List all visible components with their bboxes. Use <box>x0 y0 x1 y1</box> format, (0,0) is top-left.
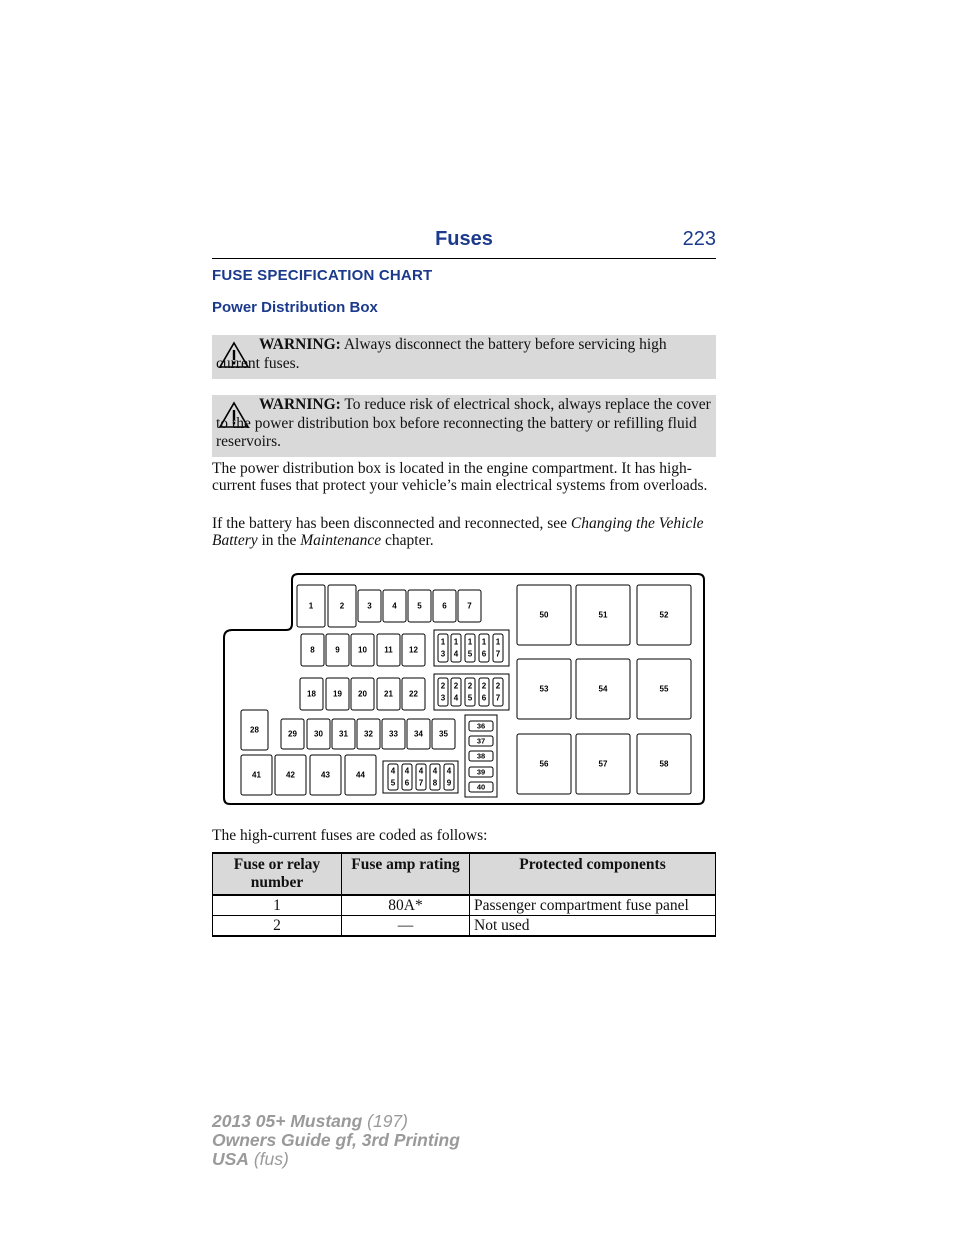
market-code: (fus) <box>248 1149 289 1169</box>
warning-box-2 <box>212 395 716 457</box>
fuse-label: 38 <box>476 751 486 761</box>
fuse-label: 22 <box>409 689 418 699</box>
fuse-label: 5 <box>467 693 473 703</box>
table-cell: Passenger compartment fuse panel <box>470 895 716 916</box>
fuse-label: 56 <box>539 759 549 769</box>
fuse-label: 36 <box>476 721 486 731</box>
text: chapter. <box>381 531 434 549</box>
fuse-label: 52 <box>659 610 669 620</box>
section-heading: FUSE SPECIFICATION CHART <box>212 267 433 284</box>
fuse-label: 6 <box>404 778 410 788</box>
fuse-label: 9 <box>446 778 452 788</box>
model-text: 2013 05+ Mustang <box>212 1111 363 1131</box>
fuse-label: 37 <box>476 736 486 746</box>
guide-text: Owners Guide gf, 3rd Printing <box>212 1130 460 1150</box>
fuse-label: 4 <box>453 693 459 703</box>
fuse-label: 4 <box>446 766 452 776</box>
warning-text-2 <box>216 396 712 452</box>
document-footer <box>212 1112 460 1169</box>
column-header: Fuse or relay number <box>213 853 342 895</box>
fuse-label: 7 <box>495 649 501 659</box>
table-cell: 2 <box>213 916 342 937</box>
fuse-label: 2 <box>467 681 473 691</box>
column-header: Protected components <box>470 853 716 895</box>
fuse-label: 6 <box>481 693 487 703</box>
text: If the battery has been disconnected and reconnected, see <box>212 515 571 532</box>
fuse-label: 33 <box>389 729 398 739</box>
fuse-label: 1 <box>453 637 459 647</box>
footer-line-2 <box>212 1131 460 1150</box>
table-row <box>213 916 716 937</box>
fuse-label: 18 <box>307 689 316 699</box>
fuse-label: 28 <box>250 725 259 735</box>
fuse-label: 4 <box>432 766 438 776</box>
fuse-label: 8 <box>432 778 438 788</box>
fuse-label: 42 <box>286 770 295 780</box>
fuse-label: 3 <box>367 601 372 611</box>
page-number: 223 <box>682 228 716 250</box>
fuse-label: 43 <box>321 770 330 780</box>
model-code: (197) <box>362 1111 408 1131</box>
fuse-label: 5 <box>467 649 473 659</box>
fuse-label: 6 <box>442 601 447 611</box>
fuse-label: 2 <box>495 681 501 691</box>
fuse-label: 12 <box>409 645 418 655</box>
fuse-label: 39 <box>476 767 486 777</box>
fuse-label: 1 <box>481 637 487 647</box>
market-text: USA <box>212 1149 249 1169</box>
fuse-label: 2 <box>481 681 487 691</box>
warning-label: WARNING: <box>259 336 341 353</box>
warning-text-1 <box>216 336 712 373</box>
table-cell: 1 <box>213 895 342 916</box>
cross-reference-link[interactable]: Changing the Vehicle Battery <box>212 515 704 549</box>
footer-line-3 <box>212 1150 460 1169</box>
fuse-label: 20 <box>358 689 367 699</box>
fuse-label: 2 <box>339 601 345 611</box>
fuse-label: 51 <box>598 610 608 620</box>
fuse-label: 41 <box>252 770 261 780</box>
fuse-label: 9 <box>335 645 340 655</box>
warning-body: To reduce risk of electrical shock, always replace the cover to the power distribution box before reconnecting the battery or refilling fluid reservoirs. <box>216 396 711 450</box>
fuse-label: 31 <box>339 729 348 739</box>
fuse-label: 35 <box>439 729 448 739</box>
warning-label: WARNING: <box>259 396 341 413</box>
fuse-label: 4 <box>404 766 410 776</box>
warning-body: Always disconnect the battery before servicing high current fuses. <box>216 336 667 372</box>
fuse-label: 29 <box>288 729 297 739</box>
fuse-label: 7 <box>418 778 424 788</box>
fuse-table <box>212 852 716 937</box>
fuse-label: 5 <box>390 778 396 788</box>
location-paragraph: The power distribution box is located in the engine compartment. It has high-current fuses that protect your vehicle’s main electrical systems from overloads. <box>212 460 708 494</box>
fuse-label: 54 <box>598 684 608 694</box>
fuse-label: 10 <box>358 645 367 655</box>
header-rule <box>212 258 716 259</box>
table-header-row <box>213 853 716 895</box>
fuse-label: 5 <box>417 601 422 611</box>
battery-paragraph <box>212 516 716 549</box>
chapter-reference-link[interactable]: Maintenance <box>300 531 382 549</box>
fuse-label: 4 <box>418 766 424 776</box>
fuse-label: 34 <box>414 729 423 739</box>
fuse-label: 44 <box>356 770 365 780</box>
fuse-label: 53 <box>539 684 549 694</box>
fuse-label: 21 <box>384 689 393 699</box>
fuse-label: 1 <box>308 601 314 611</box>
section-title: Fuses <box>435 228 493 250</box>
fuse-label: 4 <box>390 766 396 776</box>
fuse-label: 11 <box>384 645 393 655</box>
table-intro: The high-current fuses are coded as follows: <box>212 827 488 844</box>
fuse-label: 3 <box>440 693 446 703</box>
fuse-label: 40 <box>476 782 486 792</box>
table-cell: 80A* <box>342 895 470 916</box>
fuse-label: 7 <box>495 693 501 703</box>
fuse-label: 2 <box>453 681 459 691</box>
fuse-label: 8 <box>310 645 315 655</box>
column-header: Fuse amp rating <box>342 853 470 895</box>
fuse-label: 4 <box>453 649 459 659</box>
table-row <box>213 895 716 916</box>
footer-line-1 <box>212 1112 460 1131</box>
fuse-label: 6 <box>481 649 487 659</box>
fuse-label: 57 <box>598 759 608 769</box>
fuse-label: 30 <box>314 729 323 739</box>
fuse-label: 1 <box>467 637 473 647</box>
fuse-label: 3 <box>440 649 446 659</box>
text: in the <box>257 531 301 549</box>
table-cell: Not used <box>470 916 716 937</box>
subsection-heading: Power Distribution Box <box>212 299 378 316</box>
fuse-label: 55 <box>659 684 669 694</box>
fuse-label: 1 <box>440 637 446 647</box>
fuse-label: 4 <box>392 601 397 611</box>
fuse-label: 7 <box>467 601 472 611</box>
fuse-label: 19 <box>333 689 342 699</box>
warning-box-1 <box>212 335 716 379</box>
fuse-label: 32 <box>364 729 373 739</box>
table-cell: — <box>342 916 470 937</box>
fuse-label: 2 <box>440 681 446 691</box>
fuse-label: 1 <box>495 637 501 647</box>
fuse-box-diagram <box>222 572 708 806</box>
fuse-label: 50 <box>539 610 549 620</box>
fuse-label: 58 <box>659 759 669 769</box>
